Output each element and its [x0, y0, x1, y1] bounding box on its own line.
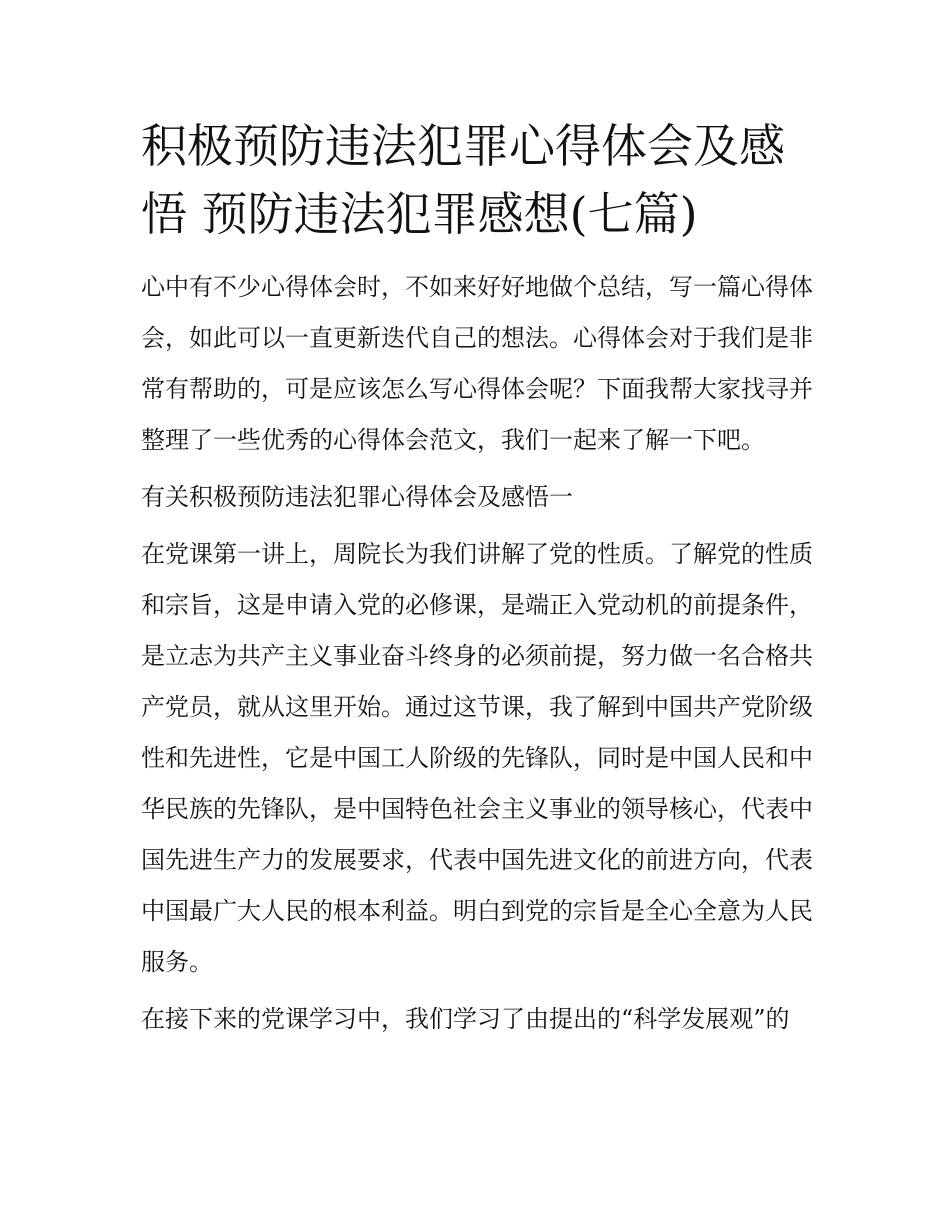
continuation-paragraph: 在接下来的党课学习中，我们学习了由提出的“科学发展观”的 — [141, 1005, 790, 1033]
section-heading: 有关积极预防违法犯罪心得体会及感悟一 — [141, 483, 573, 511]
intro-paragraph: 心中有不少心得体会时，不如来好好地做个总结，写一篇心得体会，如此可以一直更新迭代自己的想法。心得体会对于我们是非常有帮助的，可是应该怎么写心得体会呢？下面我帮大家找寻并整理了一些优秀的心得体会范文，我们一起来了解一下吧。 — [141, 273, 813, 454]
document-title: 积极预防违法犯罪心得体会及感悟 预防违法犯罪感想(七篇) — [141, 119, 785, 241]
body-paragraph: 在党课第一讲上，周院长为我们讲解了党的性质。了解党的性质和宗旨，这是申请入党的必修课，是端正入党动机的前提条件，是立志为共产主义事业奋斗终身的必须前提，努力做一名合格共产党员，就从这里开始。通过这节课，我了解到中国共产党阶级性和先进性，它是中国工人阶级的先锋队，同时是中国人民和中华民族的先锋队，是中国特色社会主义事业的领导核心，代表中国先进生产力的发展要求，代表中国先进文化的前进方向，代表中国最广大人民的根本利益。明白到党的宗旨是全心全意为人民服务。 — [141, 540, 813, 976]
document-content — [141, 112, 813, 1045]
